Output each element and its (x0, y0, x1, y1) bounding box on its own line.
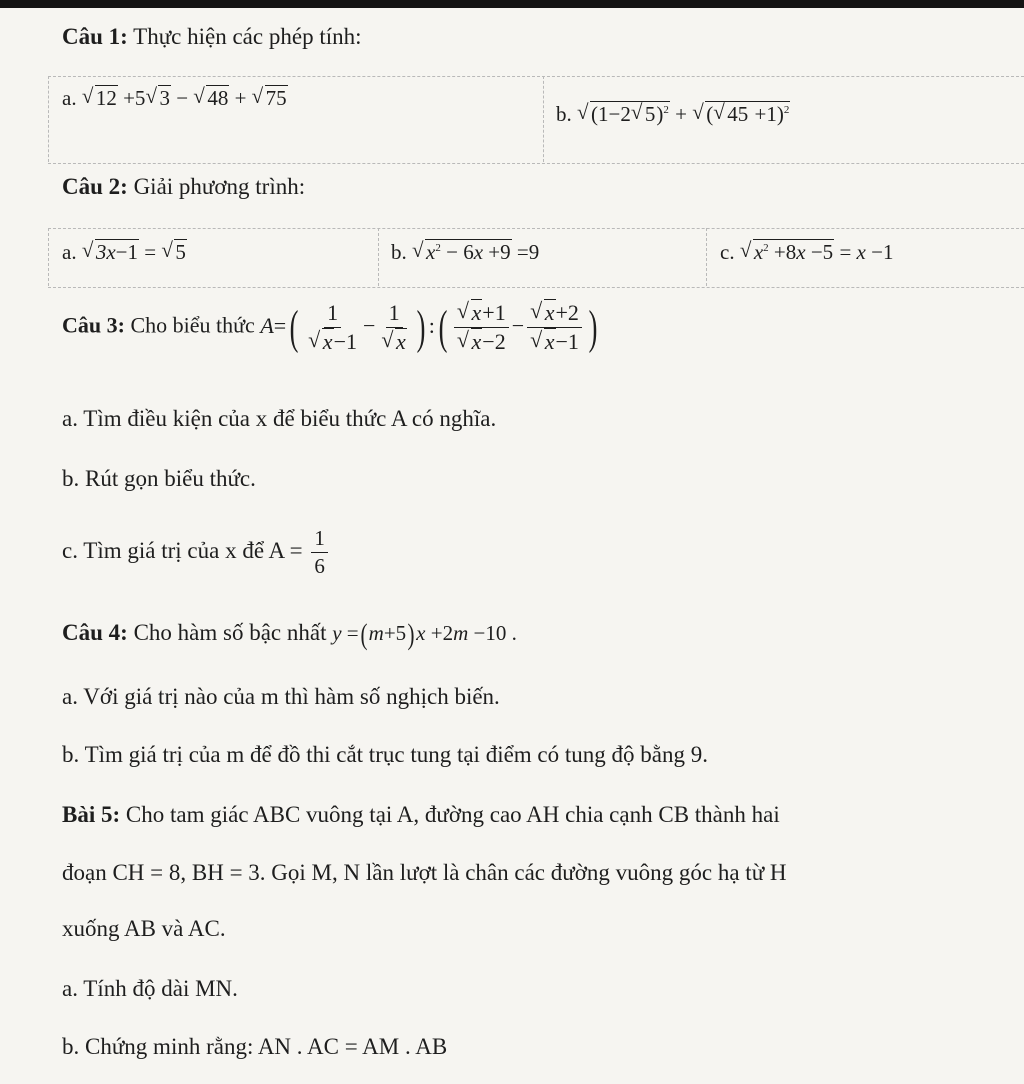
q2-heading (62, 174, 305, 200)
q2-table-left (48, 228, 49, 286)
q5-title: Bài 5: (62, 802, 121, 827)
q2-b-expression: √ $x^2 - 6x +9 =9$ (412, 240, 539, 264)
q5-line-2: đoạn CH = 8, BH = 3. Gọi M, N lần lượt là chân các đường vuông góc hạ từ H (62, 860, 787, 885)
q3-text: Cho biểu thức (130, 312, 255, 338)
q3-heading (62, 300, 601, 355)
q5-line-3: xuống AB và AC. (62, 916, 226, 941)
q1-text: Thực hiện các phép tính: (133, 24, 362, 49)
q2-part-a (62, 240, 187, 265)
q4-text: Cho hàm số bậc nhất (133, 619, 327, 645)
q2-table-divider-2 (706, 228, 707, 286)
q4-expression: y =(m+5)x +2m −10 . (332, 618, 517, 651)
q1-part-a (62, 86, 288, 111)
q1-table-divider (543, 76, 544, 162)
q2-c-expression: √ $x^2 +8x -5 = x -1$ (740, 240, 894, 264)
q2-text: Giải phương trình: (133, 174, 306, 199)
q4-part-b: b. Tìm giá trị của m để đồ thi cắt trục tung tại điểm có tung độ bằng 9. (62, 742, 708, 767)
q4-part-a: a. Với giá trị nào của m thì hàm số nghịch biến. (62, 684, 500, 709)
q3-part-b: b. Rút gọn biểu thức. (62, 466, 256, 491)
q1-a-expression: √ 12 +5√ 3 − √ 48 + √ 75 (82, 86, 288, 110)
q5-line-1 (62, 802, 780, 828)
q2-table-divider-1 (378, 228, 379, 286)
q3-expression: A=( 1 √ x−1 − 1 √ x ) :( √ x+1 √ x−2 − √ x+2 √ x−1 ) (260, 313, 601, 338)
q1-a-label: a. (62, 86, 77, 110)
q2-part-b (391, 240, 539, 265)
q2-a-label: a. (62, 240, 77, 264)
q3-c-text: c. Tìm giá trị của x để A = (62, 537, 309, 563)
q5-line1-text: Cho tam giác ABC vuông tại A, đường cao AH chia cạnh CB thành hai (125, 802, 780, 827)
q5-part-a: a. Tính độ dài MN. (62, 976, 238, 1001)
q2-a-expression: √ 3x−1 = √ 5 (82, 240, 187, 264)
q1-b-label: b. (556, 102, 572, 126)
q1-table-left (48, 76, 49, 162)
q1-heading (62, 24, 361, 50)
q1-title: Câu 1: (62, 24, 128, 49)
q2-part-c (720, 240, 893, 265)
q4-heading (62, 618, 517, 652)
q3-part-a: a. Tìm điều kiện của x để biểu thức A có nghĩa. (62, 406, 497, 431)
q5-part-b: b. Chứng minh rằng: AN . AC = AM . AB (62, 1034, 448, 1059)
q1-b-expression: √ (1−2√ 5)$^2$ + √ (√ 45 +1)$^2$ (577, 102, 790, 126)
q2-b-label: b. (391, 240, 407, 264)
q2-c-label: c. (720, 240, 735, 264)
q3-part-c: c. Tìm giá trị của x để A = $\frac{1}{6}$ (62, 526, 331, 579)
q1-part-b (556, 102, 790, 127)
q4-title: Câu 4: (62, 619, 128, 645)
q3-title: Câu 3: (62, 312, 125, 338)
top-dark-bar (0, 0, 1024, 8)
q2-title: Câu 2: (62, 174, 128, 199)
